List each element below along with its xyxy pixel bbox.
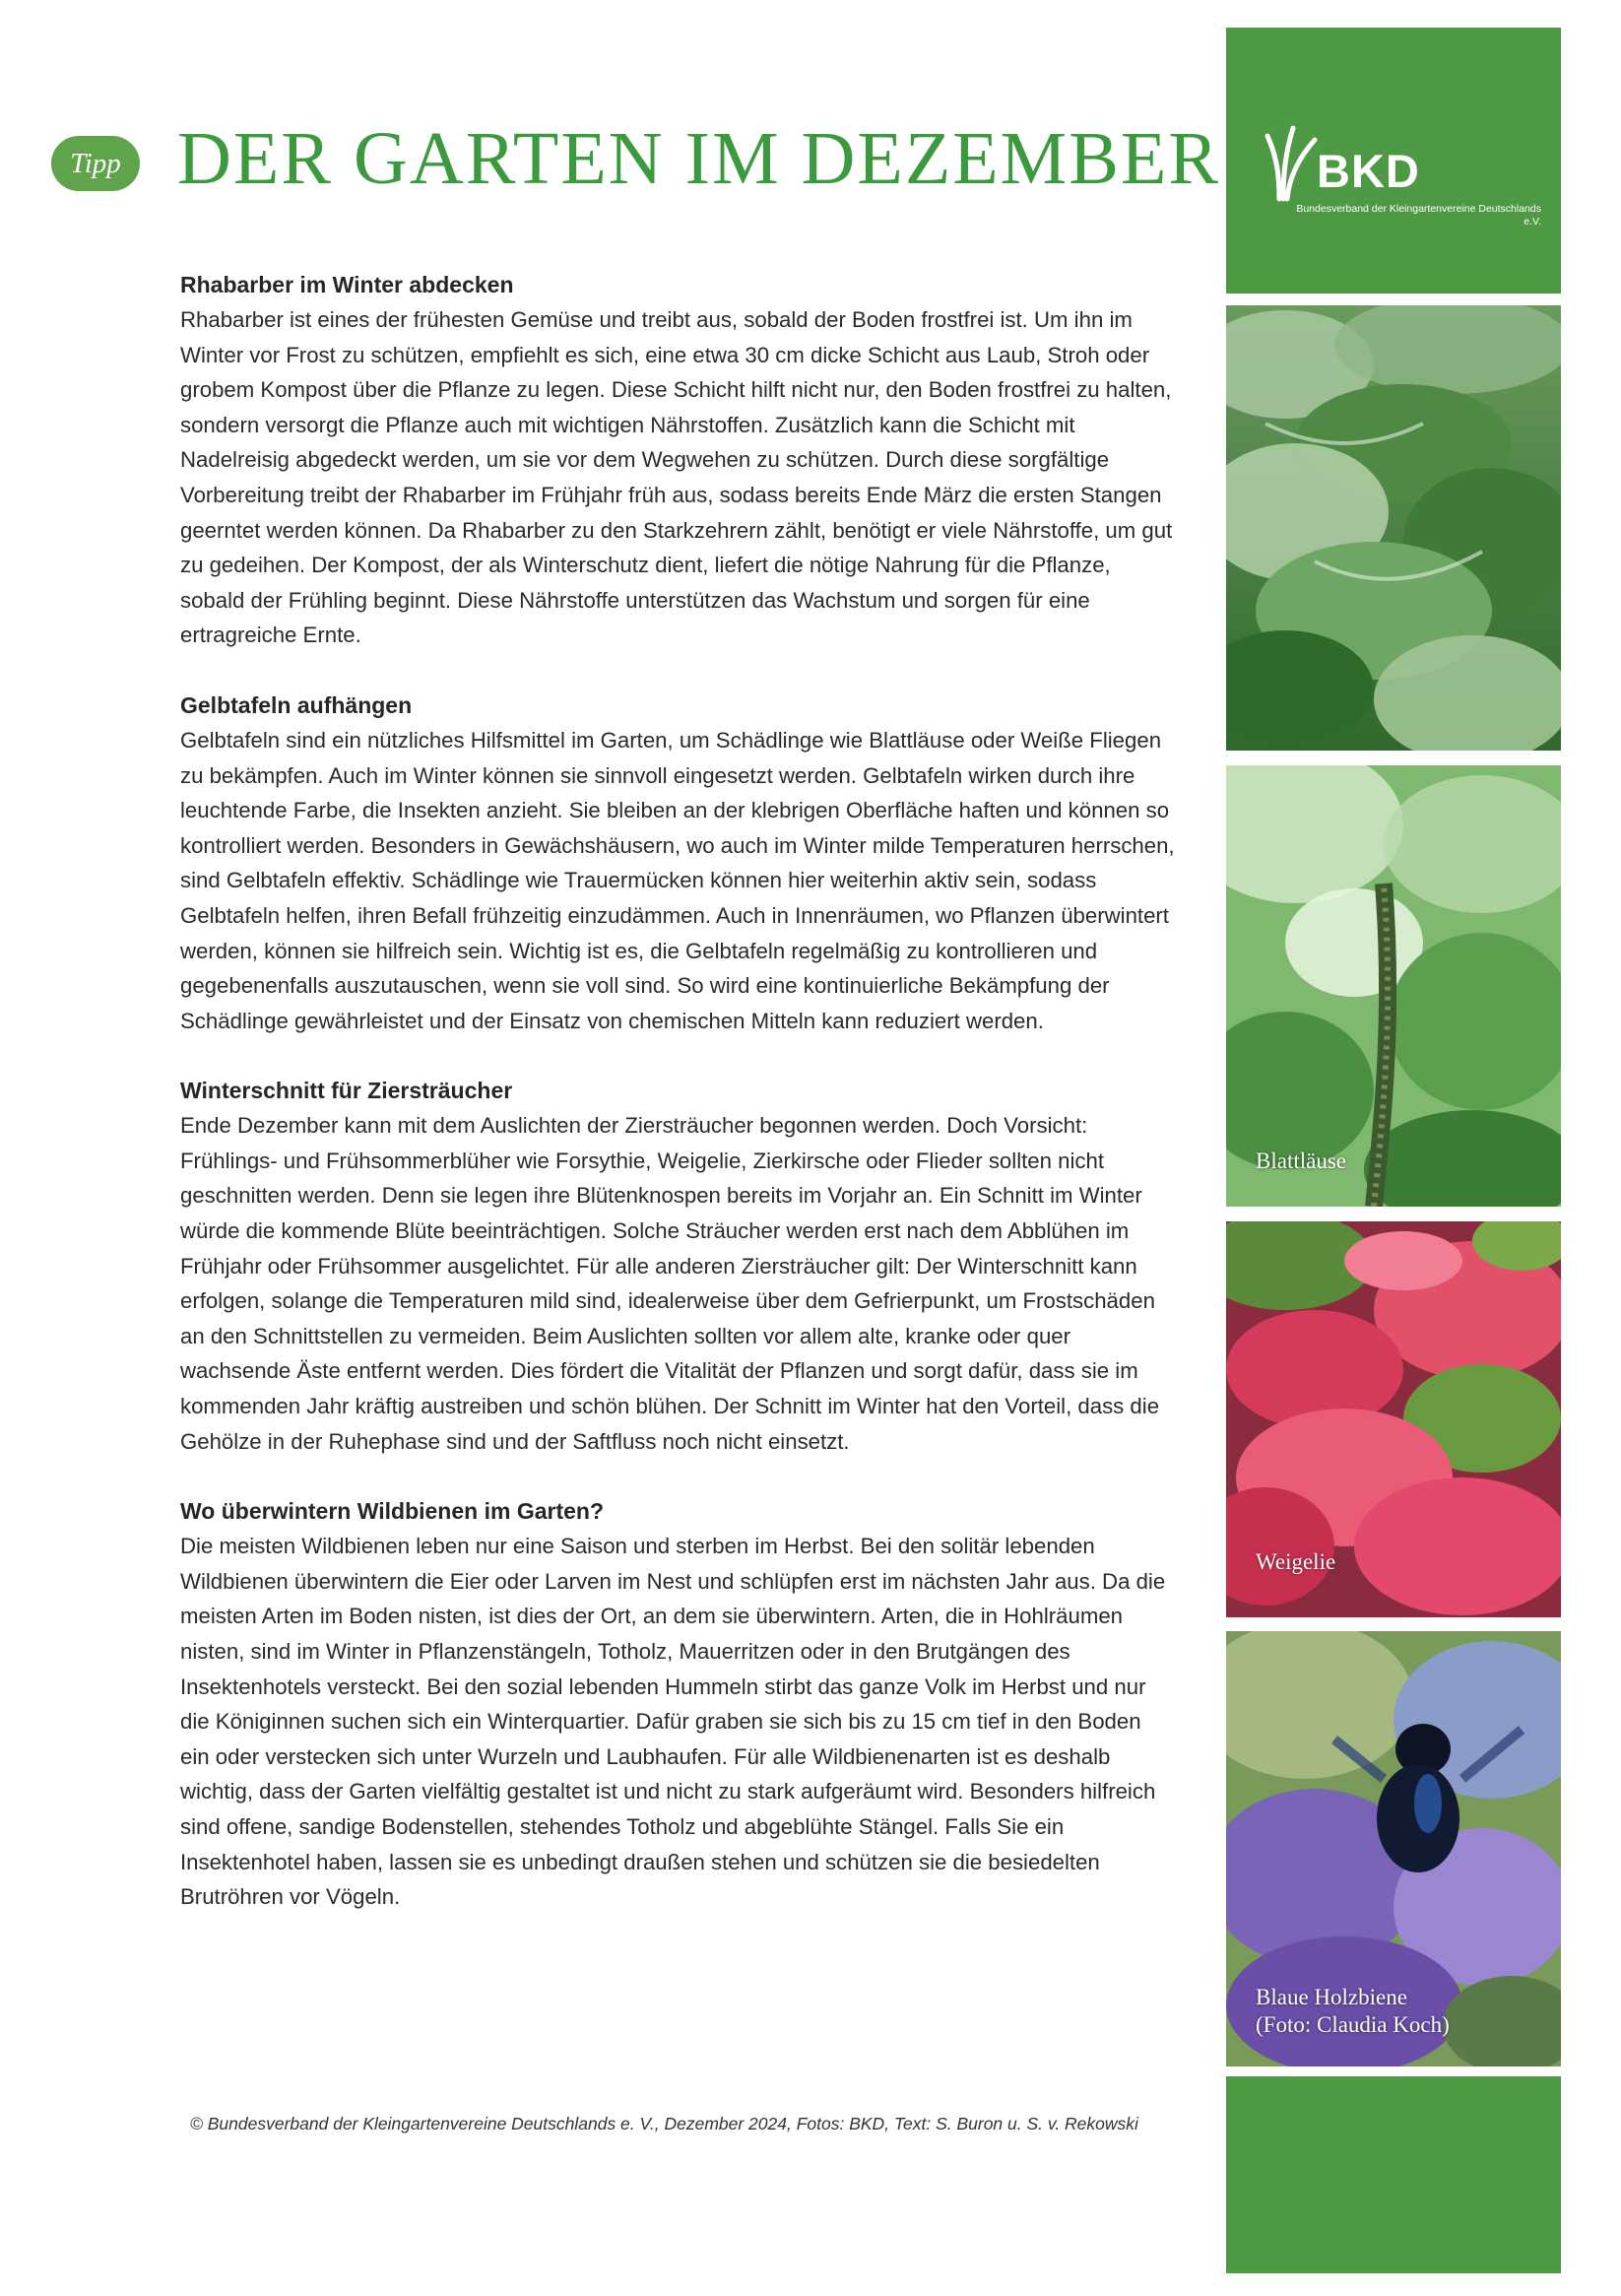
- caption-weigela: Weigelie: [1256, 1549, 1336, 1574]
- section-text: Die meisten Wildbienen leben nur eine Saison und sterben im Herbst. Bei den solitär lebenden Wildbienen überwintern die Eier oder Larven im Nest und schlüpfen erst im nächsten Jahr aus. Da die meisten Arten im Boden nisten, ist dies der Ort, an dem sie überwintern. Arten, die in Hohlräumen nisten, sind im Winter in Pflanzenstängeln, Totholz, Mauerritzen oder in den Brutgängen des Insektenhotels versteckt. Bei den sozial lebenden Hummeln stirbt das ganze Volk im Herbst und nur die Königinnen suchen sich ein Winterquartier. Dafür graben sie sich bis zu 15 cm tief in den Boden ein oder verstecken sich unter Wurzeln und Laubhaufen. Für alle Wildbienenarten ist es deshalb wichtig, dass der Garten vielfältig gestaltet ist und nicht zu stark aufgeräumt wird. Besonders hilfreich sind offene, sandige Bodenstellen, stehendes Totholz und abgeblühte Stängel. Falls Sie ein Insektenhotel haben, lassen sie es unbedingt draußen stehen und schützen sie die besiedelten Brutröhren vor Vögeln.: [180, 1534, 1166, 1910]
- section-heading: Wo überwintern Wildbienen im Garten?: [180, 1498, 605, 1525]
- photo-carpenter-bee: [1226, 1631, 1561, 2066]
- bkd-logo: [1226, 28, 1561, 294]
- section-heading: Winterschnitt für Ziersträucher: [180, 1078, 513, 1104]
- caption-aphids: Blattläuse: [1256, 1148, 1346, 1173]
- section-heading: Rhabarber im Winter abdecken: [180, 272, 514, 297]
- photo-aphids: [1226, 765, 1561, 1207]
- section-text: Gelbtafeln sind ein nützliches Hilfsmittel im Garten, um Schädlinge wie Blattläuse oder Weiße Fliegen zu bekämpfen. Auch im Winter können sie sinnvoll eingesetzt werden. Gelbtafeln wirken durch ihre leuchtende Farbe, die Insekten anzieht. Sie bleiben an der klebrigen Oberfläche haften und können so kontrolliert werden. Besonders in Gewächshäusern, wo auch im Winter milde Temperaturen herrschen, sind Gelbtafeln effektiv. Schädlinge wie Trauermücken können hier weiterhin aktiv sein, sodass Gelbtafeln helfen, ihren Befall frühzeitig einzudämmen. Auch in Innenräumen, wo Pflanzen überwintert werden, können sie hilfreich sein. Wichtig ist es, die Gelbtafeln regelmäßig zu kontrollieren und gegebenenfalls auszutauschen, wenn sie voll sind. So wird eine kontinuierliche Bekämpfung der Schädlinge gewährleistet und der Einsatz von chemischen Mitteln kann reduziert werden.: [180, 727, 1175, 1033]
- sidebar-bottom-panel: [1226, 2076, 1561, 2273]
- caption-photo-credit: (Foto: Claudia Koch): [1256, 2012, 1450, 2037]
- section-text: Rhabarber ist eines der frühesten Gemüse und treibt aus, sobald der Boden frostfrei ist. Um ihn im Winter vor Frost zu schützen, empfiehlt es sich, eine etwa 30 cm dicke Schicht aus Laub, Stroh oder grobem Kompost über die Pflanze zu legen. Diese Schicht hilft nicht nur, den Boden frostfrei zu halten, sondern versorgt die Pflanze auch mit wichtigen Nährstoffen. Zusätzlich kann die Schicht mit Nadelreisig abgedeckt werden, um sie vor dem Wegwehen zu schützen. Durch diese sorgfältige Vorbereitung treibt der Rhabarber im Frühjahr früh aus, sodass bereits Ende März die ersten Stangen geerntet werden können. Da Rhabarber zu den Starkzehrern zählt, benötigt er viele Nährstoffe, um gut zu gedeihen. Der Kompost, der als Winterschutz dient, liefert die nötige Nahrung für die Pflanze, sobald der Frühling beginnt. Diese Nährstoffe unterstützen das Wachstum und sorgen für eine ertragreiche Ernte.: [180, 307, 1173, 648]
- photo-weigela: [1226, 1221, 1561, 1617]
- section-text: Ende Dezember kann mit dem Auslichten der Ziersträucher begonnen werden. Doch Vorsicht: Frühlings- und Frühsommerblüher wie Forsythie, Weigelie, Zierkirsche oder Flieder sollten nicht geschnitten werden. Denn sie legen ihre Blütenknospen bereits im Vorjahr an. Ein Schnitt im Winter würde die kommende Blüte beeinträchtigen. Solche Sträucher werden erst nach dem Abblühen im Frühjahr oder Frühsommer ausgelichtet. Für alle anderen Ziersträucher gilt: Der Winterschnitt kann erfolgen, solange die Temperaturen mild sind, idealerweise über dem Gefrierpunkt, um Frostschäden an den Schnittstellen zu vermeiden. Beim Auslichten sollten vor allem alte, kranke oder quer wachsende Äste entfernt werden. Dies fördert die Vitalität der Pflanzen und sorgt dafür, dass sie im kommenden Jahr kräftig austreiben und schön blühen. Der Schnitt im Winter hat den Vorteil, dass die Gehölze in der Ruhephase sind und der Saftfluss noch nicht einsetzt.: [180, 1113, 1160, 1454]
- tipp-badge: Tipp: [51, 136, 140, 191]
- section-winterschnitt: [180, 1078, 1175, 1459]
- logo-text: BKD: [1317, 145, 1420, 197]
- copyright-footer: © Bundesverband der Kleingartenvereine Deutschlands e. V., Dezember 2024, Fotos: BKD, Text: S. Buron u. S. v. Rekowski: [190, 2114, 1138, 2133]
- logo-subtitle: Bundesverband der Kleingartenvereine Deutschlands e.V.: [1296, 203, 1541, 228]
- section-heading: Gelbtafeln aufhängen: [180, 691, 413, 718]
- photo-rhubarb: [1226, 305, 1561, 751]
- caption-bee-name: Blaue Holzbiene: [1256, 1985, 1407, 2009]
- page-title: DER GARTEN IM DEZEMBER: [177, 117, 1221, 200]
- section-gelbtafeln: [180, 692, 1175, 1038]
- caption-carpenter-bee: [1256, 1984, 1450, 2039]
- article-body: [180, 272, 1175, 1954]
- section-rhabarber: [180, 272, 1175, 653]
- section-wildbienen: [180, 1498, 1175, 1915]
